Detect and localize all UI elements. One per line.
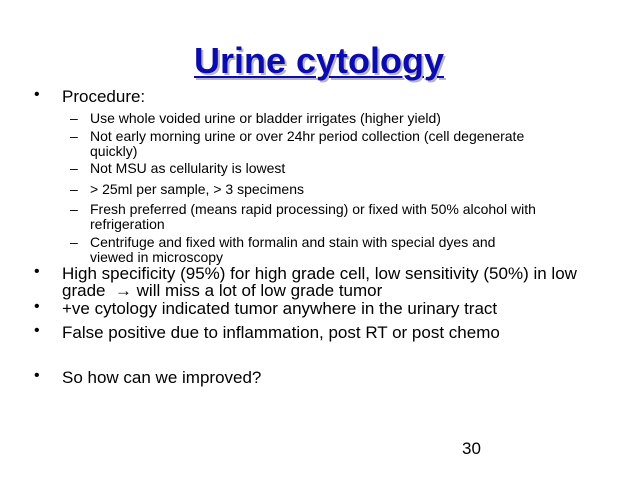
- sub-item: [70, 201, 536, 217]
- bullet-text: False positive due to inflammation, post RT or post chemo: [62, 323, 500, 342]
- bullet-dot-icon: •: [34, 322, 40, 339]
- sub-item-text: Fresh preferred (means rapid processing) or fixed with 50% alcohol with: [90, 201, 536, 217]
- bullet-procedure: [34, 86, 146, 106]
- dash-icon: –: [70, 160, 78, 176]
- sub-item: [70, 110, 441, 126]
- dash-icon: –: [70, 128, 78, 144]
- sub-item: [70, 234, 496, 250]
- sub-item: [70, 160, 286, 176]
- sub-item-text: > 25ml per sample, > 3 specimens: [90, 181, 304, 197]
- dash-icon: –: [70, 181, 78, 197]
- page-number: 30: [462, 439, 481, 458]
- slide-title: Urine cytology: [193, 40, 445, 81]
- sub-item-text: Centrifuge and fixed with formalin and stain with special dyes and: [90, 234, 496, 250]
- dash-icon: –: [70, 110, 78, 126]
- sub-item: [70, 181, 304, 197]
- sub-item-text: Use whole voided urine or bladder irrigates (higher yield): [90, 110, 441, 126]
- procedure-label: Procedure:: [62, 87, 146, 106]
- bullet-point: [34, 322, 500, 342]
- bullet-dot-icon: •: [34, 367, 40, 384]
- bullet-continuation: grade → will miss a lot of low grade tumor: [62, 281, 383, 300]
- sub-item: [70, 128, 525, 144]
- bullet-text: +ve cytology indicated tumor anywhere in the urinary tract: [62, 299, 498, 318]
- bullet-text: So how can we improved?: [62, 368, 262, 387]
- bullet-dot-icon: •: [34, 263, 40, 280]
- bullet-dot-icon: •: [34, 298, 40, 315]
- sub-item-continuation: quickly): [90, 143, 138, 159]
- dash-icon: –: [70, 234, 78, 250]
- sub-item-continuation: viewed in microscopy: [90, 249, 224, 265]
- sub-item-continuation: refrigeration: [90, 216, 165, 232]
- dash-icon: –: [70, 201, 78, 217]
- bullet-point: [34, 367, 262, 387]
- bullet-dot-icon: •: [34, 86, 40, 103]
- bullet-text: High specificity (95%) for high grade cell, low sensitivity (50%) in low: [62, 264, 577, 283]
- bullet-point: [34, 298, 498, 318]
- sub-item-text: Not early morning urine or over 24hr period collection (cell degenerate: [90, 128, 525, 144]
- sub-item-text: Not MSU as cellularity is lowest: [90, 160, 286, 176]
